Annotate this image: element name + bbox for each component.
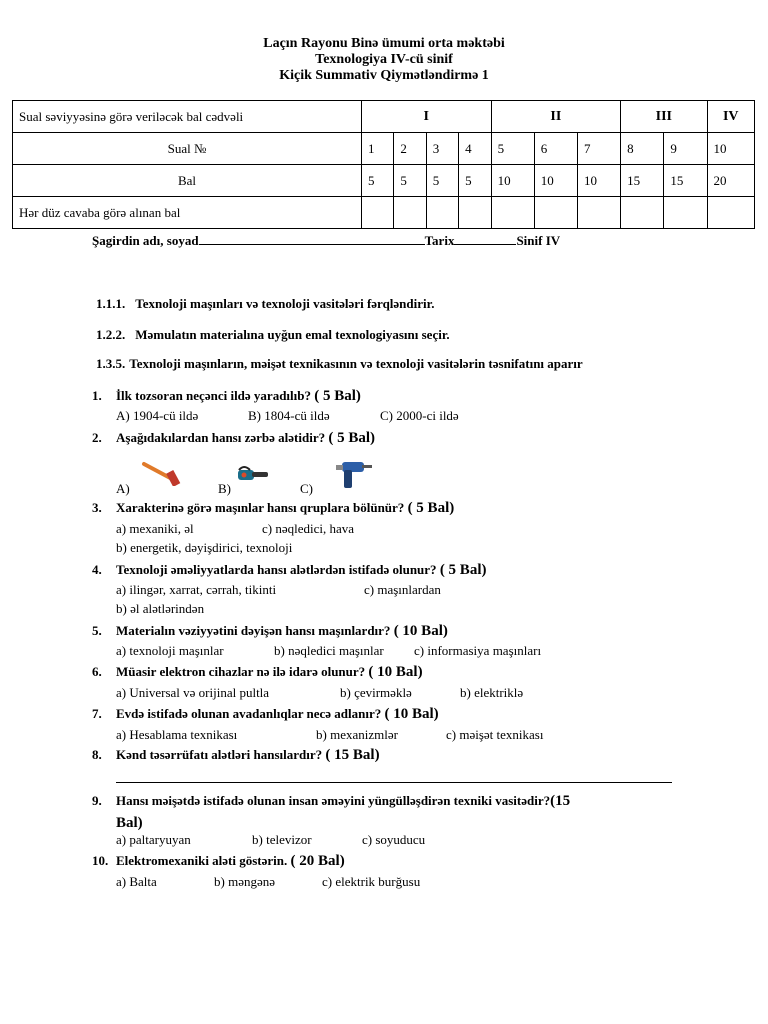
option[interactable]: A) 1904-cü ildə: [116, 408, 199, 423]
option[interactable]: c) nəqledici, hava: [262, 521, 355, 536]
question-number: 1.: [92, 388, 102, 403]
option[interactable]: c) informasiya maşınları: [414, 643, 542, 658]
table-cell: 10: [707, 133, 755, 165]
option[interactable]: b) nəqledici maşınlar: [274, 643, 384, 658]
score-input-cell[interactable]: [426, 197, 458, 229]
score-input-cell[interactable]: [707, 197, 755, 229]
question-8: [92, 747, 380, 764]
option[interactable]: b) mexanizmlər: [316, 727, 398, 742]
question-text: Müasir elektron cihazlar nə ilə idarə olunur?: [116, 664, 366, 679]
table-cell: 5: [426, 165, 458, 197]
score-input-cell[interactable]: [362, 197, 394, 229]
level-header: III: [621, 101, 707, 133]
option[interactable]: b) energetik, dəyişdirici, texnoloji: [116, 540, 293, 555]
question-points: ( 5 Bal): [314, 388, 361, 404]
table-cell: Sual səviyyəsinə görə veriləcək bal cədvəli: [13, 101, 362, 133]
table-cell: 10: [491, 165, 534, 197]
question-6: [92, 664, 423, 681]
score-table: [12, 100, 755, 229]
question-number: 6.: [92, 664, 102, 679]
school-name: Laçın Rayonu Binə ümumi orta məktəbi: [263, 36, 505, 51]
option[interactable]: a) paltaryuyan: [116, 832, 191, 847]
option[interactable]: a) Hesablama texnikası: [116, 727, 238, 742]
level-header: IV: [707, 101, 755, 133]
option[interactable]: b) televizor: [252, 832, 312, 847]
table-cell: 9: [664, 133, 707, 165]
chainsaw-icon: [236, 462, 270, 484]
subject-title: Texnologiya IV-cü sinif: [315, 52, 453, 67]
drill-icon: [334, 458, 374, 490]
score-input-cell[interactable]: [459, 197, 491, 229]
question-7: [92, 706, 439, 723]
student-info-line: [92, 232, 560, 249]
question-text: Aşağıdakılardan hansı zərbə alətidir?: [116, 430, 326, 445]
question-9: [92, 790, 672, 834]
table-cell: 20: [707, 165, 755, 197]
score-input-cell[interactable]: [664, 197, 707, 229]
table-cell: 5: [459, 165, 491, 197]
level-header: I: [362, 101, 492, 133]
standard-text: Məmulatın materialına uyğun emal texnologiyasını seçir.: [135, 327, 450, 342]
question-text: Materialın vəziyyətini dəyişən hansı maşınlardır?: [116, 623, 391, 638]
table-cell: 4: [459, 133, 491, 165]
score-input-cell[interactable]: [621, 197, 664, 229]
table-cell: 8: [621, 133, 664, 165]
question-points: ( 10 Bal): [384, 706, 439, 722]
table-cell: 5: [362, 165, 394, 197]
question-number: 8.: [92, 747, 102, 762]
question-number: 10.: [92, 853, 109, 868]
question-text: Elektromexaniki aləti göstərin.: [116, 853, 288, 868]
table-cell: Hər düz cavaba görə alınan bal: [13, 197, 362, 229]
date-label: Tarix: [424, 233, 455, 248]
standard-item: [96, 296, 434, 312]
option[interactable]: c) maşınlardan: [364, 582, 441, 597]
student-name-label: Şagirdin adı, soyad: [92, 233, 199, 248]
table-cell: 5: [491, 133, 534, 165]
question-number: 5.: [92, 623, 102, 638]
standard-item: [96, 327, 450, 343]
option[interactable]: a) Universal və orijinal pultla: [116, 685, 270, 700]
question-number: 3.: [92, 500, 102, 515]
table-cell: 5: [394, 165, 426, 197]
table-cell: Bal: [13, 165, 362, 197]
option[interactable]: C) 2000-ci ildə: [380, 408, 459, 423]
table-cell: 10: [577, 165, 620, 197]
score-input-cell[interactable]: [577, 197, 620, 229]
table-row: [13, 165, 755, 197]
standard-text: Texnoloji maşınların, məişət texnikasının və texnoloji vasitələrin təsnifatını aparır: [129, 356, 583, 371]
standard-code: 1.2.2.: [96, 327, 126, 342]
date-blank[interactable]: [454, 232, 516, 245]
question-number: 7.: [92, 706, 102, 721]
option[interactable]: a) ilingər, xarrat, cərrah, tikinti: [116, 582, 277, 597]
answer-line[interactable]: [116, 782, 672, 783]
table-cell: 15: [664, 165, 707, 197]
question-text: Kənd təsərrüfatı alətləri hansılardır?: [116, 747, 323, 762]
question-points: ( 5 Bal): [407, 500, 455, 516]
question-2: [92, 430, 375, 447]
table-row: [13, 197, 755, 229]
option[interactable]: a) mexaniki, əl: [116, 521, 194, 536]
option[interactable]: B) 1804-cü ildə: [248, 408, 330, 423]
question-points: (15: [550, 793, 571, 809]
document-header: [0, 36, 768, 84]
option[interactable]: b) məngənə: [214, 874, 276, 889]
option[interactable]: b) elektriklə: [460, 685, 524, 700]
option[interactable]: c) soyuducu: [362, 832, 426, 847]
question-points: ( 10 Bal): [393, 623, 448, 639]
score-input-cell[interactable]: [394, 197, 426, 229]
question-points-cont: Bal): [116, 815, 143, 831]
table-cell: 2: [394, 133, 426, 165]
table-cell: 6: [534, 133, 577, 165]
hammer-icon: [140, 460, 184, 486]
option[interactable]: a) texnoloji maşınlar: [116, 643, 224, 658]
table-row: [13, 101, 755, 133]
score-input-cell[interactable]: [491, 197, 534, 229]
option[interactable]: a) Balta: [116, 874, 157, 889]
question-text: İlk tozsoran neçənci ildə yaradılıb?: [116, 388, 311, 403]
table-row: [13, 133, 755, 165]
question-3: [92, 500, 454, 517]
assessment-title: Kiçik Summativ Qiymətləndirmə 1: [279, 68, 489, 83]
table-cell: 7: [577, 133, 620, 165]
level-header: II: [491, 101, 621, 133]
table-cell: 10: [534, 165, 577, 197]
standard-code: 1.1.1.: [96, 296, 126, 311]
option[interactable]: c) məişət texnikası: [446, 727, 544, 742]
option[interactable]: C): [300, 481, 313, 496]
option[interactable]: b) çevirməklə: [340, 685, 412, 700]
question-points: ( 5 Bal): [328, 430, 376, 446]
option[interactable]: b) əl alətlərindən: [116, 601, 205, 616]
option[interactable]: A): [116, 481, 130, 496]
option[interactable]: B): [218, 481, 231, 496]
question-number: 4.: [92, 562, 102, 577]
standard-code: 1.3.5.: [96, 356, 126, 371]
question-points: ( 5 Bal): [439, 562, 487, 578]
standard-text: Texnoloji maşınları və texnoloji vasitələri fərqləndirir.: [135, 296, 435, 311]
table-cell: Sual №: [13, 133, 362, 165]
question-text: Hansı məişətdə istifadə olunan insan əməyini yüngülləşdirən texniki vasitədir?: [116, 793, 551, 808]
question-points: ( 20 Bal): [290, 853, 345, 869]
question-text: Evdə istifadə olunan avadanlıqlar necə adlanır?: [116, 706, 382, 721]
question-text: Texnoloji əməliyyatlarda hansı alətlərdən istifadə olunur?: [116, 562, 437, 577]
table-cell: 15: [621, 165, 664, 197]
standard-item: [96, 356, 583, 372]
question-text: Xarakterinə görə maşınlar hansı qruplara bölünür?: [116, 500, 405, 515]
question-10: [92, 853, 345, 870]
score-input-cell[interactable]: [534, 197, 577, 229]
table-cell: 3: [426, 133, 458, 165]
student-name-blank[interactable]: [199, 232, 425, 245]
question-number: 9.: [92, 793, 102, 808]
question-4: [92, 562, 486, 579]
table-cell: 1: [362, 133, 394, 165]
question-5: [92, 623, 448, 640]
question-number: 2.: [92, 430, 102, 445]
class-label: Sinif IV: [516, 233, 561, 248]
option[interactable]: c) elektrik burğusu: [322, 874, 421, 889]
question-1: [92, 388, 361, 405]
question-points: ( 10 Bal): [368, 664, 423, 680]
question-points: ( 15 Bal): [325, 747, 380, 763]
